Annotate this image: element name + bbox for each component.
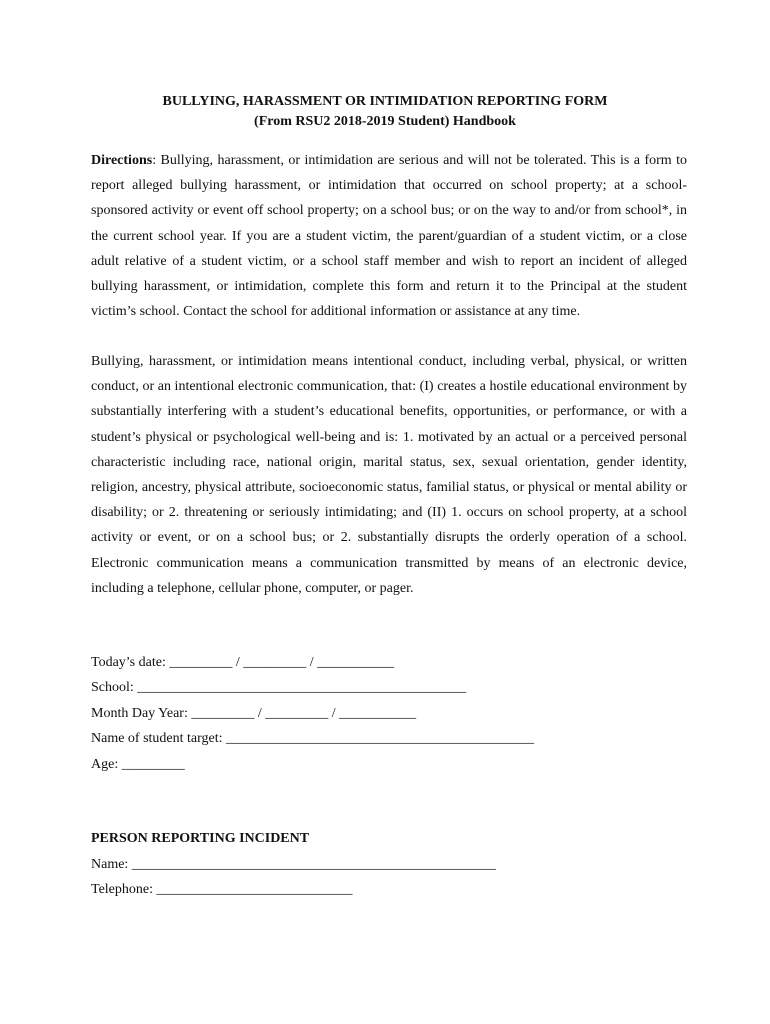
- reporter-telephone-field: Telephone: ____________________________: [91, 882, 353, 897]
- directions-label: Directions: [91, 153, 153, 168]
- school-field: School: _______________________________________________: [91, 680, 467, 695]
- form-title: BULLYING, HARASSMENT OR INTIMIDATION REPORTING FORM: [162, 94, 608, 109]
- directions-paragraph: [91, 148, 687, 324]
- person-reporting-heading: PERSON REPORTING INCIDENT: [91, 831, 310, 846]
- definition-paragraph: Bullying, harassment, or intimidation means intentional conduct, including verbal, physical, or written conduct, or an intentional electronic communication, that: (I) creates a hostile educational environment by substantially interfering with a student’s educational benefits, opportunities, or performance, or with a student’s physical or psychological well-being and is: 1. motivated by an actual or a perceived personal characteristic including race, national origin, marital status, sex, sexual orientation, gender identity, religion, ancestry, physical attribute, socioeconomic status, familial status, or physical or mental ability or disability; or 2. threatening or seriously intimidating; and (II) 1. occurs on school property, at a school activity or event, or on a school bus; or 2. substantially disrupts the orderly operation of a school. Electronic communication means a communication transmitted by means of an electronic device, including a telephone, cellular phone, computer, or pager.: [91, 354, 687, 596]
- age-field: Age: _________: [91, 757, 185, 772]
- student-target-field: Name of student target: ____________________________________________: [91, 731, 535, 746]
- month-day-year-field: Month Day Year: _________ / _________ / ___________: [91, 706, 417, 721]
- directions-text: : Bullying, harassment, or intimidation are serious and will not be tolerated. This is a form to report alleged bullying harassment, or intimidation that occurred on school property; at a school-sponsored activity or event off school property; on a school bus; or on the way to and/or from school*, in the current school year. If you are a student victim, the parent/guardian of a student victim, or a close adult relative of a student victim, or a school staff member and wish to report an incident of alleged bullying harassment, or intimidation, complete this form and return it to the Principal at the student victim’s school. Contact the school for additional information or assistance at any time.: [91, 153, 687, 320]
- reporter-name-field: Name: ____________________________________________________: [91, 857, 496, 872]
- form-subtitle: (From RSU2 2018-2019 Student) Handbook: [254, 114, 516, 129]
- todays-date-field: Today’s date: _________ / _________ / ___________: [91, 655, 395, 670]
